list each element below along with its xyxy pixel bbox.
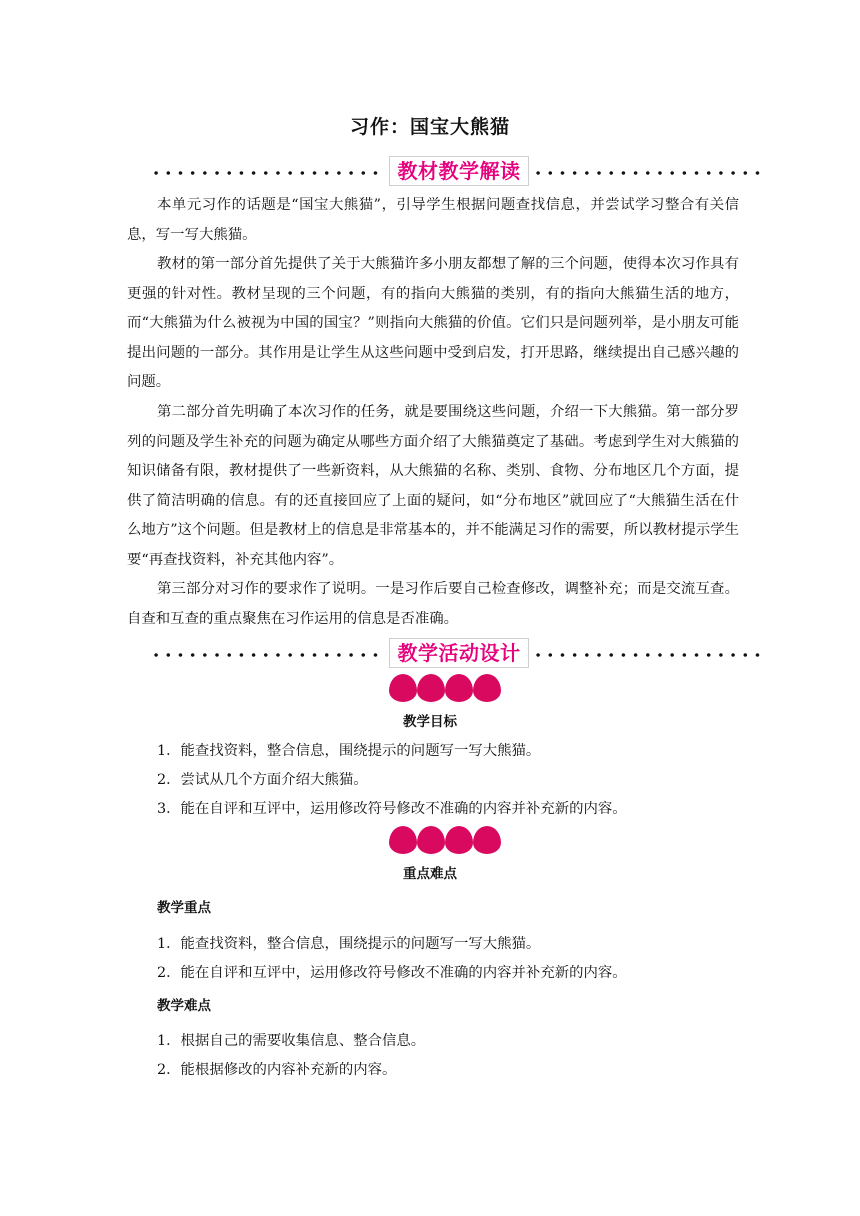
petal-icon — [417, 674, 445, 702]
list-item: 3．能在自评和互评中，运用修改符号修改不准确的内容并补充新的内容。 — [157, 801, 627, 817]
list-item: 1．能查找资料，整合信息，围绕提示的问题写一写大熊猫。 — [157, 743, 541, 759]
paragraph: 教材的第一部分首先提供了关于大熊猫许多小朋友都想了解的三个问题，使得本次习作具有更强的针对性。教材呈现的三个问题，有的指向大熊猫的类别，有的指向大熊猫生活的地方，而“大熊猫为什么被视为中国的国宝？”则指向大熊猫的价值。它们只是问题列举，是小朋友可能提出问题的一部分。其作用是让学生从这些问题中受到启发，打开思路，继续提出自己感兴趣的问题。 — [127, 256, 739, 390]
petal-icon — [445, 826, 473, 854]
page-title: 习作：国宝大熊猫 — [349, 116, 510, 138]
petal-icon — [473, 826, 501, 854]
petal-icon — [445, 674, 473, 702]
list-item: 2．能在自评和互评中，运用修改符号修改不准确的内容并补充新的内容。 — [157, 965, 627, 981]
section-banner-textbook-reading — [150, 156, 765, 190]
dotted-divider-left — [150, 171, 386, 175]
subheading-goals: 教学目标 — [403, 714, 457, 730]
dotted-divider-left — [150, 653, 386, 657]
petal-icon — [417, 826, 445, 854]
petal-icon — [389, 826, 417, 854]
paragraph: 本单元习作的话题是“国宝大熊猫”，引导学生根据问题查找信息，并尝试学习整合有关信息，写一写大熊猫。 — [127, 197, 739, 243]
four-petal-ornament-icon — [389, 674, 501, 704]
section-heading: 教材教学解读 — [389, 156, 529, 186]
section-heading: 教学活动设计 — [389, 638, 529, 668]
paragraph: 第三部分对习作的要求作了说明。一是习作后要自己检查修改，调整补充；而是交流互查。自查和互查的重点聚焦在习作运用的信息是否准确。 — [127, 581, 739, 627]
dotted-divider-right — [532, 653, 765, 657]
list-item: 1．根据自己的需要收集信息、整合信息。 — [157, 1033, 426, 1049]
subheading-keypoints: 重点难点 — [403, 866, 457, 882]
list-item: 2．尝试从几个方面介绍大熊猫。 — [157, 772, 368, 788]
difficulty-heading: 教学难点 — [157, 998, 211, 1014]
list-item: 1．能查找资料，整合信息，围绕提示的问题写一写大熊猫。 — [157, 936, 541, 952]
four-petal-ornament-icon — [389, 826, 501, 856]
paragraph: 第二部分首先明确了本次习作的任务，就是要围绕这些问题，介绍一下大熊猫。第一部分罗列的问题及学生补充的问题为确定从哪些方面介绍了大熊猫奠定了基础。考虑到学生对大熊猫的知识储备有限，教材提供了一些新资料，从大熊猫的名称、类别、食物、分布地区几个方面，提供了简洁明确的信息。有的还直接回应了上面的疑问，如“分布地区”就回应了“大熊猫生活在什么地方”这个问题。但是教材上的信息是非常基本的，并不能满足习作的需要，所以教材提示学生要“再查找资料，补充其他内容”。 — [127, 404, 739, 568]
petal-icon — [389, 674, 417, 702]
focus-heading: 教学重点 — [157, 900, 211, 916]
section-banner-activity-design — [150, 638, 765, 672]
list-item: 2．能根据修改的内容补充新的内容。 — [157, 1062, 397, 1078]
dotted-divider-right — [532, 171, 765, 175]
petal-icon — [473, 674, 501, 702]
